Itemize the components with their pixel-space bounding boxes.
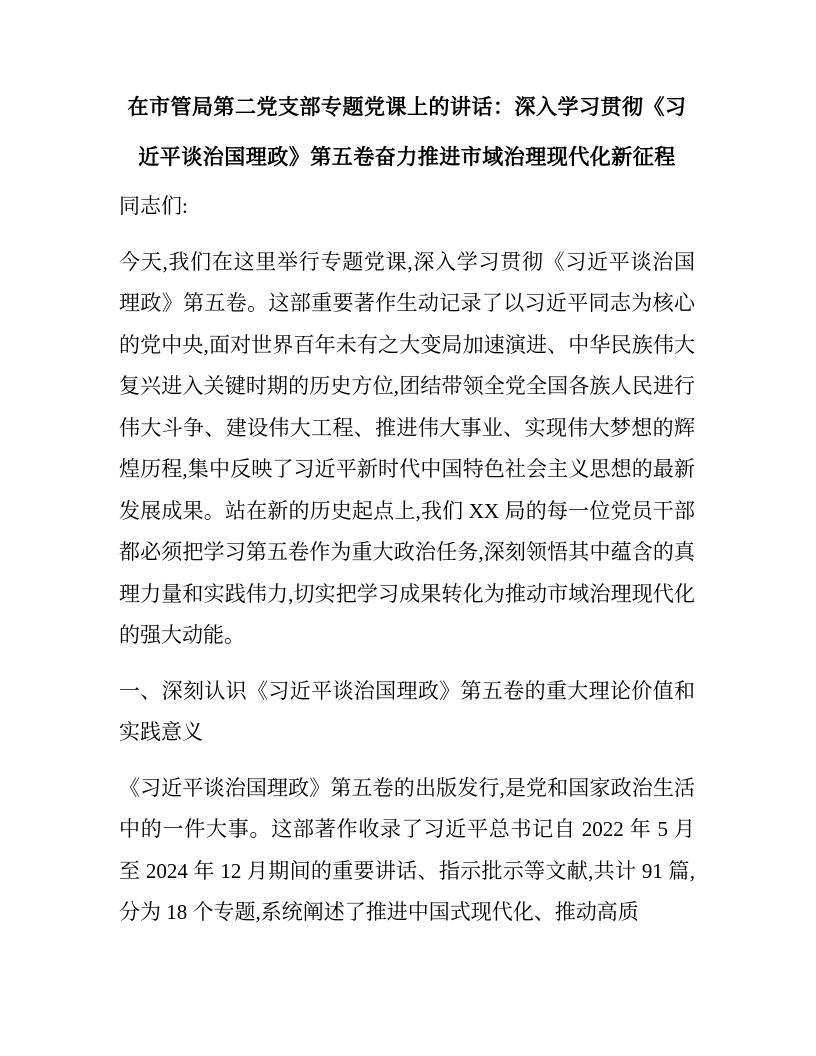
section-heading: 一、深刻认识《习近平谈治国理政》第五卷的重大理论价值和实践意义 <box>119 678 695 744</box>
salutation: 同志们: <box>119 194 188 218</box>
paragraph: 今天,我们在这里举行专题党课,深入学习贯彻《习近平谈治国理政》第五卷。这部重要著作生动记录了以习近平同志为核心的党中央,面对世界百年未有之大变局加速演进、中华民族伟大复兴进入关键时期的历史方位,团结带领全党全国各族人民进行伟大斗争、建设伟大工程、推进伟大事业、实现伟大梦想的辉煌历程,集中反映了习近平新时代中国特色社会主义思想的最新发展成果。站在新的历史起点上,我们 XX 局的每一位党员干部都必须把学习第五卷作为重大政治任务,深刻领悟其中蕴含的真理力量和实践伟力,切实把学习成果转化为推动市域治理现代化的强大动能。 <box>119 249 695 647</box>
document-content <box>119 82 695 934</box>
paragraph: 《习近平谈治国理政》第五卷的出版发行,是党和国家政治生活中的一件大事。这部著作收录了习近平总书记自 2022 年 5 月至 2024 年 12 月期间的重要讲话、指示批示等文献,共计 91 篇,分为 18 个专题,系统阐述了推进中国式现代化、推动高质 <box>119 775 695 924</box>
document-title: 在市管局第二党支部专题党课上的讲话：深入学习贯彻《习近平谈治国理政》第五卷奋力推进市域治理现代化新征程 <box>127 95 687 169</box>
document-body <box>119 186 695 934</box>
